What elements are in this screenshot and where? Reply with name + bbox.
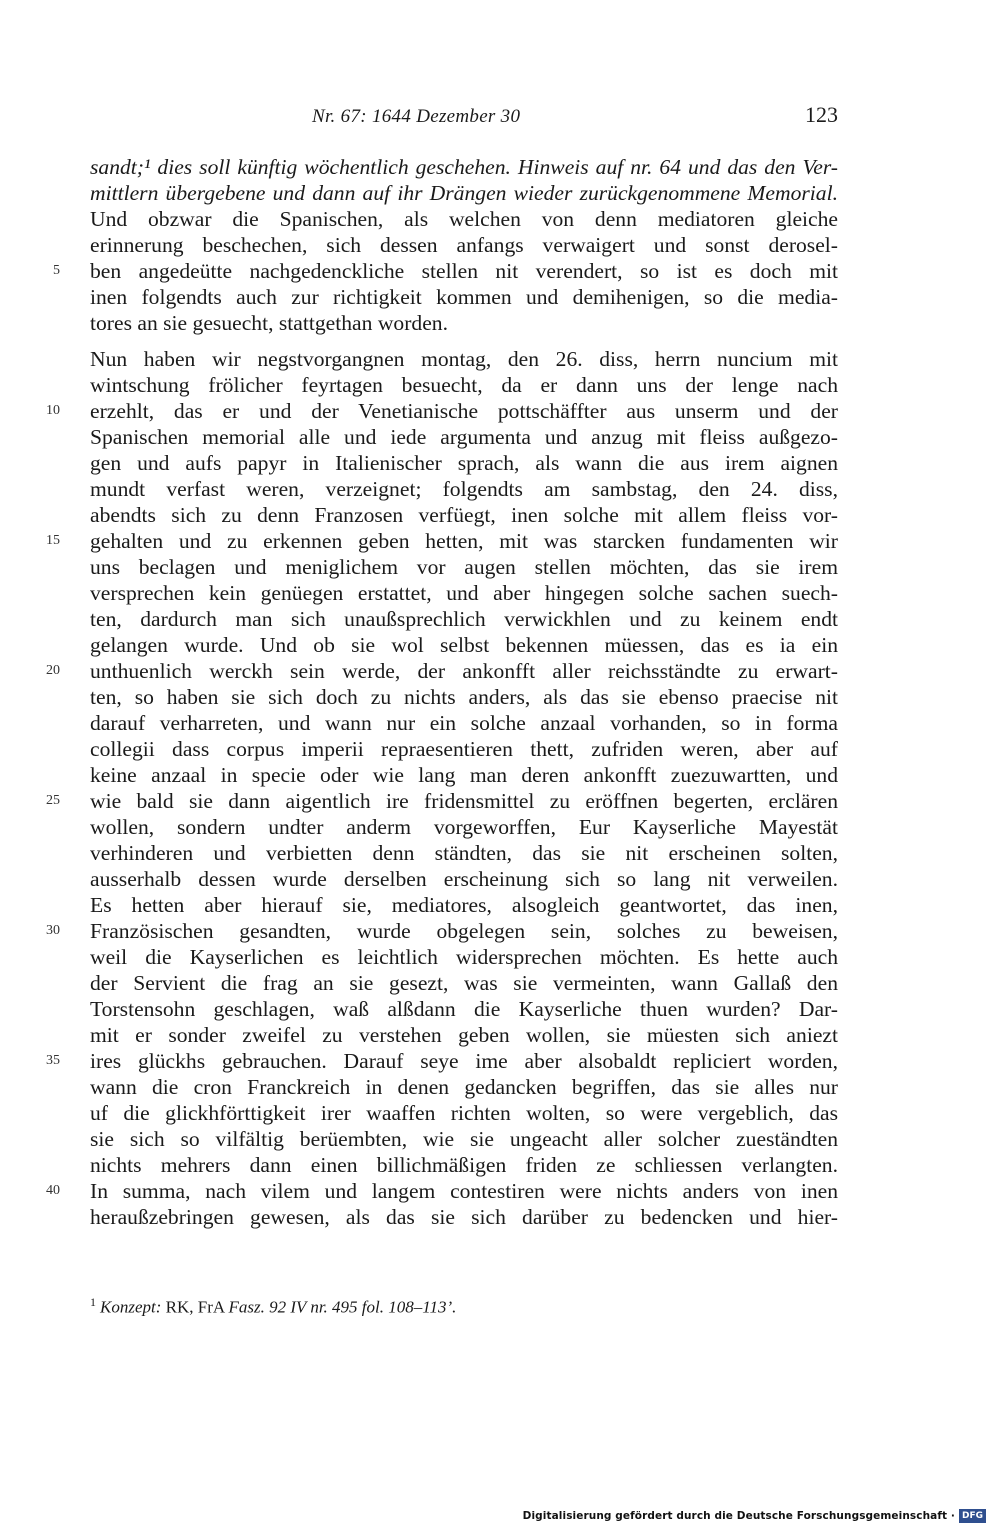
text-line: keine anzaal in specie oder wie lang man deren ankonfft zuezuwartten, und: [90, 763, 838, 787]
text-line: Es hetten aber hierauf sie, mediatores, alsogleich geantwortet, das inen,: [90, 893, 838, 917]
footnote-label: Konzept:: [100, 1297, 162, 1317]
line-number: 40: [46, 1183, 60, 1198]
footnote: [90, 1290, 838, 1320]
text-line: wintschung frölicher feyrtagen besuecht, da er dann uns der lenge nach: [90, 373, 838, 397]
text-line: wie bald sie dann aigentlich ire fridensmittel zu eröffnen begerten, erclären 25: [90, 788, 838, 814]
line-number: 35: [46, 1053, 60, 1068]
text-line: ben angedeütte nachgedenckliche stellen nit verendert, so ist es doch mit 5: [90, 258, 838, 284]
text-line: gehalten und zu erkennen geben hetten, mit was starcken fundamenten wir 15: [90, 528, 838, 554]
dfg-logo-icon: DFG: [959, 1509, 986, 1523]
text-line: weil die Kayserlichen es leichtlich widersprechen möchten. Es hette auch: [90, 945, 838, 969]
text-line: ausserhalb dessen wurde derselben erscheinung sich so lang nit verweilen.: [90, 867, 838, 891]
line-number: 5: [53, 263, 60, 278]
text-line: tores an sie gesuecht, stattgethan worden.: [90, 311, 448, 335]
text-line: collegii dass corpus imperii repraesentieren thett, zufriden weren, aber auf: [90, 737, 838, 761]
text-line: inen folgendts auch zur richtigkeit kommen und demihenigen, so die media-: [90, 285, 838, 309]
text-line: In summa, nach vilem und langem contestiren were nichts anders von inen 40: [90, 1178, 838, 1204]
text-line: uns beclagen und meniglichem vor augen stellen möchten, das sie irem: [90, 555, 838, 579]
text-line: sandt;¹ dies soll künftig wöchentlich geschehen. Hinweis auf nr. 64 und das den Ver-: [90, 155, 838, 179]
text-line: ten, so haben sie sich doch zu nichts anders, als das sie ebenso praecise nit: [90, 685, 838, 709]
text-line: sie sich so vilfältig berüembten, wie sie ungeacht aller solcher zueständten: [90, 1127, 838, 1151]
line-number: 10: [46, 403, 60, 418]
text-line: mit er sonder zweifel zu verstehen geben wollen, sie müesten sich aniezt: [90, 1023, 838, 1047]
footnote-source: RK, FrA: [165, 1297, 225, 1317]
paragraph-gap: [90, 336, 838, 346]
page-header: [90, 102, 838, 132]
text-line: Nun haben wir negstvorgangnen montag, den 26. diss, herrn nuncium mit: [90, 347, 838, 371]
text-line: wann die cron Franckreich in denen gedancken begriffen, das sie alles nur: [90, 1075, 838, 1099]
text-line: Und obzwar die Spanischen, als welchen von denn mediatoren gleiche: [90, 207, 838, 231]
text-line: mittlern übergebene und dann auf ihr Drängen wieder zurückgenommene Memorial.: [90, 181, 838, 205]
line-number: 20: [46, 663, 60, 678]
text-line: Spanischen memorial alle und iede argumenta und anzug mit fleiss außgezo-: [90, 425, 838, 449]
text-line: erzehlt, das er und der Venetianische pottschäffter aus unserm und der 10: [90, 398, 838, 424]
text-line: unthuenlich werckh sein werde, der ankonfft aller reichsständte zu erwart- 20: [90, 658, 838, 684]
text-line: wollen, sondern undter anderm vorgeworffen, Eur Kayserliche Mayestät: [90, 815, 838, 839]
text-line: der Servient die frag an sie gesezt, was sie vermeinten, wann Gallaß den: [90, 971, 838, 995]
text-line: Französischen gesandten, wurde obgelegen sein, solches zu beweisen, 30: [90, 918, 838, 944]
funding-notice: Digitalisierung gefördert durch die Deutsche Forschungsgemeinschaft ·: [522, 1510, 955, 1522]
text-line: erinnerung beschechen, sich dessen anfangs verwaigert und sonst derosel-: [90, 233, 838, 257]
text-line: gelangen wurde. Und ob sie wol selbst bekennen müessen, das es ia ein: [90, 633, 838, 657]
text-line: Torstensohn geschlagen, waß alßdann die Kayserliche thuen wurden? Dar-: [90, 997, 838, 1021]
text-line: darauf verharreten, und wann nur ein solche anzaal vorhanden, so in forma: [90, 711, 838, 735]
text-line: uf die glickhförttigkeit irer waaffen richten wolten, so were vergeblich, das: [90, 1101, 838, 1125]
text-line: heraußzebringen gewesen, als das sie sich darüber zu bedencken und hier-: [90, 1205, 838, 1229]
main-text: [46, 154, 838, 1230]
line-number: 25: [46, 793, 60, 808]
funding-notice-bar: [523, 1509, 986, 1523]
line-number: 15: [46, 533, 60, 548]
running-head: Nr. 67: 1644 Dezember 30: [312, 106, 521, 127]
text-line: ten, dardurch man sich unaußsprechlich verwickhlen und zu keinem endt: [90, 607, 838, 631]
footnote-mark: 1: [90, 1295, 96, 1309]
text-line: gen und aufs papyr in Italienischer sprach, als wann die aus irem aignen: [90, 451, 838, 475]
text-line: verhinderen und verbietten denn ständten, das sie nit erscheinen solten,: [90, 841, 838, 865]
text-line: nichts mehrers dann einen billichmäßigen friden ze schliessen verlangten.: [90, 1153, 838, 1177]
footnote-reference: Fasz. 92 IV nr. 495 fol. 108–113’.: [228, 1297, 457, 1317]
text-line: abendts sich zu denn Franzosen verfüegt, inen solche mit allem fleiss vor-: [90, 503, 838, 527]
page-number: 123: [805, 102, 838, 127]
text-line: ires glückhs gebrauchen. Darauf seye ime aber alsobaldt repliciert worden, 35: [90, 1048, 838, 1074]
text-line: versprechen kein genüegen erstattet, und aber hingegen solche sachen suech-: [90, 581, 838, 605]
line-number: 30: [46, 923, 60, 938]
text-line: mundt verfast weren, verzeignet; folgendts am sambstag, den 24. diss,: [90, 477, 838, 501]
